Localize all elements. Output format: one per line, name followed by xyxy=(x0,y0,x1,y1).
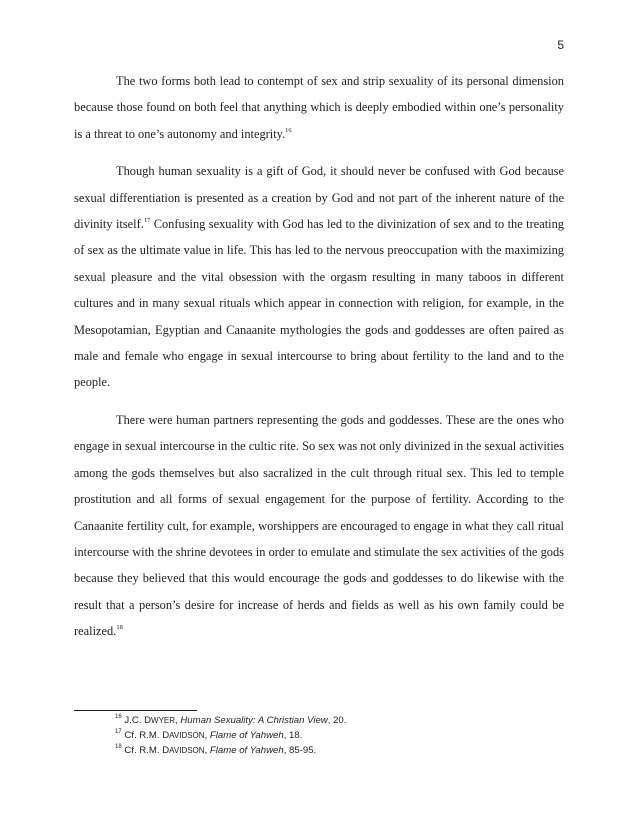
footnote-ref-18: 18 xyxy=(116,624,123,631)
footnote-author-rest: WYER xyxy=(151,716,176,725)
footnote-17 xyxy=(115,729,555,743)
footnotes xyxy=(115,714,555,759)
footnote-ref-16: 16 xyxy=(285,126,292,134)
footnote-separator xyxy=(74,710,197,711)
body-text xyxy=(74,68,564,656)
footnote-tail: , 85-95. xyxy=(283,745,317,756)
footnote-16 xyxy=(115,714,555,728)
paragraph-2-text-b: Confusing sexuality with God has led to the divinization of sex and to the treating of sex as the ultimate value in life. This has led to the nervous preoccupation with the maximizing sexual pleasure and the vital obsession with the orgasm resulting in many taboos in different cultures and in many sexual rituals which appear in connection with religion, for example, in the Mesopotamian, Egyptian and Canaanite mythologies the gods and goddesses are often paired as male and female who engage in sexual intercourse to bring about fertility to the land and to the people. xyxy=(74,217,564,390)
paragraph-1-text: The two forms both lead to contempt of sex and strip sexuality of its personal dimension because those found on both feel that anything which is deeply embodied within one’s personality is a threat to one’s autonomy and integrity. xyxy=(74,74,564,141)
paragraph-1 xyxy=(74,68,564,147)
footnote-18 xyxy=(115,744,555,758)
footnote-title: Human Sexuality: A Christian View xyxy=(180,715,328,726)
footnote-sep: , xyxy=(204,730,210,741)
footnote-tail: , 18. xyxy=(283,730,303,741)
footnote-prefix: Cf. R.M. xyxy=(124,745,163,756)
footnote-prefix: J.C. xyxy=(124,715,145,726)
footnote-sep: , xyxy=(175,715,181,726)
paragraph-2-text-a: Though human sexuality is a gift of God, it should never be confused with God because sexual differentiation is presented as a creation by God and not part of the inherent nature of the divinity itself. xyxy=(74,164,564,232)
footnote-author-initial: D xyxy=(162,730,170,741)
page-number: 5 xyxy=(557,38,564,52)
footnote-author-initial: D xyxy=(162,745,170,756)
footnote-title: Flame of Yahweh xyxy=(209,730,284,741)
footnote-author-rest: AVIDSON xyxy=(169,731,205,740)
footnote-title: Flame of Yahweh xyxy=(209,745,284,756)
footnote-author-initial: D xyxy=(144,715,152,726)
footnote-sep: , xyxy=(204,745,210,756)
footnote-ref-17: 17 xyxy=(143,216,151,224)
footnote-author-rest: AVIDSON xyxy=(169,746,205,755)
paragraph-2 xyxy=(74,158,564,396)
footnote-mark: 16 xyxy=(115,713,122,720)
paragraph-3-text: There were human partners representing the gods and goddesses. These are the ones who engage in sexual intercourse in the cultic rite. So sex was not only divinized in the sexual activities among the gods themselves but also sacralized in the cult through ritual sex. This led to temple prostitution and all forms of sexual engagement for the purpose of fertility. According to the Canaanite fertility cult, for example, worshippers are encouraged to engage in what they call ritual intercourse with the shrine devotees in order to emulate and stimulate the sex activities of the gods because they believed that this would encourage the gods and goddesses to do likewise with the result that a person’s desire for increase of herds and fields as well as his own family could be realized. xyxy=(74,412,564,639)
footnote-prefix: Cf. R.M. xyxy=(124,730,163,741)
footnote-mark: 17 xyxy=(115,728,122,735)
paragraph-3 xyxy=(74,407,564,645)
footnote-mark: 18 xyxy=(115,743,122,750)
footnote-tail: , 20. xyxy=(327,715,347,726)
